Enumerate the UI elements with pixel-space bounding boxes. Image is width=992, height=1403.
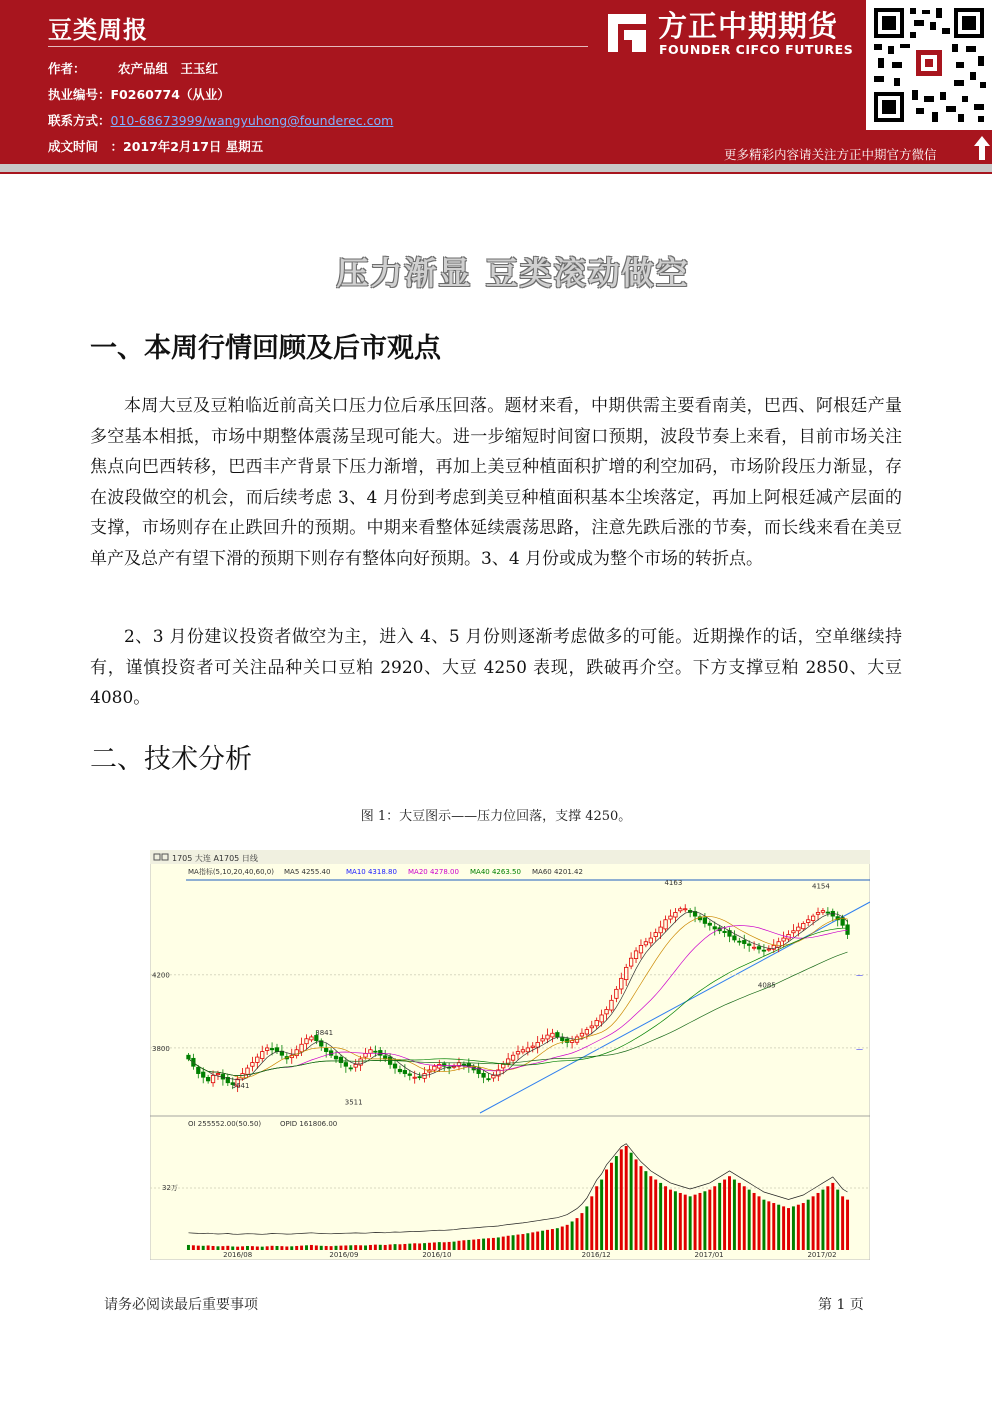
volume-bar (703, 1191, 706, 1250)
candle-body (708, 923, 711, 925)
candle-body (531, 1046, 534, 1047)
volume-bar (708, 1190, 711, 1250)
volume-bar (389, 1244, 392, 1250)
volume-bar (261, 1247, 264, 1250)
volume-bar (418, 1243, 421, 1250)
candle-body (595, 1020, 598, 1025)
soybean-daily-chart (150, 850, 870, 1260)
volume-bar (753, 1193, 756, 1250)
candle-body (546, 1035, 549, 1039)
volume-bar (423, 1243, 426, 1250)
volume-bar (349, 1245, 352, 1250)
volume-bar (310, 1245, 313, 1250)
candle-body (349, 1068, 352, 1069)
volume-bar (256, 1246, 259, 1250)
contact-link[interactable]: 010-68673999/wangyuhong@founderec.com (110, 113, 394, 128)
volume-bar (216, 1246, 219, 1250)
candle-body (684, 909, 687, 910)
volume-bar (462, 1240, 465, 1250)
candle-body (816, 912, 819, 914)
candle-body (846, 925, 849, 935)
x-tick-label: 2017/02 (807, 1251, 837, 1259)
indicator-legend-item: OPID 161806.00 (280, 1120, 338, 1128)
x-tick-label: 2016/09 (329, 1251, 359, 1259)
price-tick-label: 3800 (152, 1044, 170, 1053)
volume-bar (654, 1180, 657, 1250)
candle-body (398, 1069, 401, 1071)
section-heading-technical: 二、技术分析 (90, 744, 252, 775)
candle-body (762, 950, 765, 951)
volume-bar (620, 1149, 623, 1250)
candle-body (369, 1050, 372, 1053)
volume-bar (285, 1246, 288, 1250)
candle-body (580, 1033, 583, 1036)
paragraph-strategy: 2、3 月份建议投资者做空为主，进入 4、5 月份则逐渐考虑做多的可能。近期操作的话，空单继续持有，谨慎投资者可关注品种关口豆粕 2920、大豆 4250 表现，跌破再介空。下方支撑豆粕 2850、大豆 4080。 (90, 627, 902, 709)
candle-body (206, 1077, 209, 1080)
volume-bar (590, 1196, 593, 1250)
header-divider (48, 46, 588, 47)
volume-bar (251, 1246, 254, 1250)
indicator-legend-item: OI 255552.00(50.50) (188, 1120, 262, 1128)
volume-bar (212, 1246, 215, 1250)
license-label: 执业编号： (48, 87, 111, 102)
volume-bar (438, 1242, 441, 1250)
volume-bar (748, 1190, 751, 1250)
candle-body (565, 1039, 568, 1042)
volume-bar (271, 1246, 274, 1250)
ma-legend-item: MA5 4255.40 (284, 868, 331, 876)
volume-bar (246, 1246, 249, 1250)
volume-bar (797, 1205, 800, 1250)
ma-legend-item: MA10 4318.80 (346, 868, 397, 876)
volume-bar (369, 1245, 372, 1250)
volume-bar (526, 1233, 529, 1250)
brand-name-cn: 方正中期期货 (658, 9, 839, 43)
volume-bar (674, 1191, 677, 1250)
candle-body (443, 1064, 446, 1067)
candle-body (752, 947, 755, 948)
candle-body (654, 933, 657, 937)
volume-bar (443, 1242, 446, 1250)
candle-body (644, 942, 647, 945)
volume-bar (812, 1196, 815, 1250)
chart-background (150, 850, 870, 1260)
candle-body (261, 1052, 264, 1059)
candle-body (403, 1070, 406, 1073)
author-label: 作者： (48, 61, 86, 76)
candle-body (806, 920, 809, 923)
candle-body (561, 1038, 564, 1041)
volume-bar (280, 1246, 283, 1250)
candle-body (674, 912, 677, 917)
candle-body (462, 1064, 465, 1065)
license-value: F0260774（从业） (110, 87, 230, 102)
volume-bar (320, 1246, 323, 1250)
candle-body (354, 1064, 357, 1067)
volume-bar (202, 1246, 205, 1250)
volume-bar (517, 1235, 520, 1250)
volume-bar (546, 1230, 549, 1250)
volume-bar (295, 1246, 298, 1250)
candle-body (433, 1066, 436, 1070)
volume-bar (467, 1240, 470, 1250)
volume-bar (344, 1245, 347, 1250)
volume-bar (403, 1244, 406, 1250)
x-tick-label: 2016/08 (223, 1251, 253, 1259)
candle-body (639, 945, 642, 953)
volume-bar (762, 1200, 765, 1250)
volume-bar (595, 1186, 598, 1250)
volume-bar (197, 1246, 200, 1250)
candle-body (782, 938, 785, 941)
candle-body (811, 916, 814, 920)
candle-body (374, 1051, 377, 1052)
candle-body (664, 920, 667, 929)
volume-bar (408, 1244, 411, 1250)
volume-bar (831, 1183, 834, 1250)
volume-bar (625, 1146, 628, 1250)
volume-bar (335, 1246, 338, 1250)
candle-body (797, 927, 800, 931)
candle-body (216, 1074, 219, 1075)
volume-bar (448, 1242, 451, 1250)
volume-bar (679, 1193, 682, 1250)
volume-bar (699, 1193, 702, 1250)
volume-bar (787, 1208, 790, 1250)
candle-body (634, 951, 637, 959)
candle-body (679, 909, 682, 911)
date-label: 成文时间 ： (48, 139, 124, 154)
volume-bar (556, 1228, 559, 1250)
volume-bar (492, 1238, 495, 1250)
section-heading-market-review: 一、本周行情回顾及后市观点 (90, 333, 441, 364)
price-annotation: 4085 (757, 981, 776, 990)
candle-body (339, 1057, 342, 1062)
report-type-label: 豆类周报 (48, 16, 148, 44)
volume-bar (315, 1245, 318, 1250)
volume-bar (482, 1239, 485, 1250)
candle-body (610, 1000, 613, 1010)
volume-bar (585, 1206, 588, 1250)
volume-bar (241, 1246, 244, 1250)
footer-page-number: 第 1 页 (818, 1297, 864, 1313)
volume-bar (802, 1203, 805, 1250)
volume-bar (266, 1246, 269, 1250)
volume-bar (615, 1156, 618, 1250)
author-value: 农产品组 王玉红 (118, 61, 219, 76)
report-header (0, 0, 992, 164)
volume-bar (738, 1183, 741, 1250)
candle-body (738, 941, 741, 942)
volume-bar (659, 1183, 662, 1250)
volume-bar (231, 1246, 234, 1250)
candle-body (211, 1075, 214, 1082)
candle-body (502, 1064, 505, 1067)
arrow-up-icon (972, 134, 992, 162)
candle-body (703, 918, 706, 923)
volume-bar (502, 1237, 505, 1250)
header-strip-accent (0, 172, 992, 174)
volume-bar (561, 1227, 564, 1250)
volume-bar (580, 1213, 583, 1250)
candle-body (624, 967, 627, 979)
candle-body (329, 1051, 332, 1055)
candle-body (413, 1077, 416, 1078)
x-tick-label: 2017/01 (694, 1251, 724, 1259)
x-tick-label: 2016/12 (581, 1251, 611, 1259)
candle-body (536, 1042, 539, 1047)
price-tick-marker: — (856, 1044, 863, 1053)
candle-body (826, 912, 829, 913)
volume-bar (713, 1186, 716, 1250)
paragraph-market-view: 本周大豆及豆粕临近前高关口压力位后承压回落。题材来看，中期供需主要看南美，巴西、阿根廷产量多空基本相抵，市场中期整体震荡呈现可能大。进一步缩短时间窗口预期，波段节奏上来看，目前市场关注焦点向巴西转移，巴西丰产背景下压力渐增，再加上美豆种植面积扩增的利空加码，市场阶段压力渐显，存在波段做空的机会，而后续考虑 3、4 月份到考虑到美豆种植面积基本尘埃落定，再加上阿根廷减产层面的支撑，市场则存在止跌回升的预期。中期来看整体延续震荡思路，注意先跌后涨的节奏，而长线来看在美豆单产及总产有望下滑的预期下则存有整体向好预期。3、4 月份或成为整个市场的转折点。 (90, 396, 902, 569)
volume-bar (728, 1176, 731, 1250)
volume-bar (610, 1163, 613, 1250)
candle-body (393, 1064, 396, 1068)
candle-body (620, 978, 623, 989)
candle-body (757, 947, 760, 949)
price-tick-marker: — (856, 971, 863, 980)
volume-bar (512, 1235, 515, 1250)
license-row (48, 85, 230, 103)
candle-body (275, 1048, 278, 1052)
volume-bar (649, 1176, 652, 1250)
volume-bar (743, 1186, 746, 1250)
candle-body (246, 1068, 249, 1074)
volume-bar (551, 1229, 554, 1250)
candle-body (300, 1044, 303, 1052)
candle-body (423, 1074, 426, 1079)
volume-bar (807, 1200, 810, 1250)
volume-bar (669, 1190, 672, 1250)
volume-bar (777, 1205, 780, 1250)
volume-bar (694, 1195, 697, 1250)
candle-body (310, 1037, 313, 1040)
brand-name-en: FOUNDER CIFCO FUTURES (659, 42, 854, 57)
volume-bar (767, 1201, 770, 1250)
candle-body (187, 1055, 190, 1059)
candle-body (487, 1079, 490, 1080)
candle-body (792, 931, 795, 933)
volume-bar (644, 1171, 647, 1250)
candle-body (841, 918, 844, 926)
volume-bar (472, 1240, 475, 1250)
candle-body (615, 989, 618, 998)
candle-body (383, 1056, 386, 1059)
volume-bar (605, 1169, 608, 1250)
volume-bar (339, 1246, 342, 1250)
price-annotation: 3641 (231, 1082, 250, 1091)
volume-bar (718, 1183, 721, 1250)
volume-bar (635, 1159, 638, 1250)
volume-bar (497, 1237, 500, 1250)
volume-bar (305, 1245, 308, 1250)
candle-body (713, 927, 716, 929)
x-tick-label: 2016/10 (422, 1251, 452, 1259)
candle-body (270, 1048, 273, 1049)
volume-bar (836, 1190, 839, 1250)
volume-bar (566, 1225, 569, 1250)
volume-bar (817, 1193, 820, 1250)
price-annotation: 4163 (664, 878, 683, 887)
volume-bar (394, 1244, 397, 1250)
volume-bar (758, 1196, 761, 1250)
candle-body (482, 1073, 485, 1077)
volume-bar (379, 1245, 382, 1250)
volume-bar (300, 1246, 303, 1250)
candle-body (723, 931, 726, 932)
volume-bar (236, 1247, 239, 1250)
volume-bar (792, 1206, 795, 1250)
ma-legend-item: MA20 4278.00 (408, 868, 459, 876)
candle-body (251, 1063, 254, 1067)
volume-bar (325, 1246, 328, 1250)
candle-body (334, 1056, 337, 1059)
candle-body (344, 1063, 347, 1067)
volume-bar (364, 1245, 367, 1250)
chart-titlebar (150, 850, 870, 864)
volume-bar (428, 1243, 431, 1250)
candle-body (649, 938, 652, 943)
volume-bar (689, 1196, 692, 1250)
volume-bar (772, 1203, 775, 1250)
report-title: 压力渐显 豆类滚动做空 (336, 254, 690, 292)
volume-bar (477, 1239, 480, 1250)
volume-bar (458, 1241, 461, 1250)
figure-caption: 图 1：大豆图示——压力位回落，支撑 4250。 (360, 809, 632, 824)
volume-bar (290, 1246, 293, 1250)
price-annotation: 3841 (315, 1029, 334, 1038)
volume-bar (600, 1180, 603, 1250)
volume-bar (453, 1242, 456, 1250)
founder-logo-icon (604, 10, 650, 56)
candle-body (197, 1067, 200, 1073)
candle-body (492, 1075, 495, 1078)
volume-bar (733, 1180, 736, 1250)
candle-body (418, 1077, 421, 1078)
volume-bar (354, 1245, 357, 1250)
volume-bar (398, 1244, 401, 1250)
volume-bar (846, 1200, 849, 1250)
author-row (48, 59, 218, 77)
candle-body (556, 1033, 559, 1037)
candle-body (659, 927, 662, 933)
volume-bar (187, 1245, 190, 1250)
candle-body (767, 949, 770, 950)
volume-bar (374, 1245, 377, 1250)
candle-body (256, 1057, 259, 1062)
candle-body (526, 1048, 529, 1052)
date-row (48, 137, 263, 155)
volume-bar (576, 1218, 579, 1250)
volume-bar (221, 1246, 224, 1250)
candle-body (733, 936, 736, 940)
volume-bar (782, 1206, 785, 1250)
volume-bar (821, 1190, 824, 1250)
candle-body (743, 940, 746, 943)
volume-bar (684, 1195, 687, 1250)
candle-body (629, 958, 632, 966)
chart-title: 1705 大连 A1705 日线 (172, 854, 258, 863)
candle-body (600, 1015, 603, 1022)
candle-body (669, 916, 672, 919)
candle-body (521, 1050, 524, 1052)
volume-tick-label: 32万 (162, 1184, 178, 1192)
volume-bar (826, 1186, 829, 1250)
candle-body (605, 1009, 608, 1013)
volume-bar (487, 1238, 490, 1250)
volume-bar (536, 1232, 539, 1250)
volume-bar (507, 1236, 510, 1250)
volume-bar (276, 1246, 279, 1250)
candle-body (821, 911, 824, 913)
candle-body (551, 1033, 554, 1037)
price-tick-label: 4200 (152, 971, 170, 980)
volume-bar (531, 1232, 534, 1250)
candle-body (590, 1026, 593, 1028)
footer-disclaimer: 请务必阅读最后重要事项 (104, 1297, 258, 1313)
volume-bar (330, 1246, 333, 1250)
price-annotation: 4154 (812, 882, 830, 891)
candle-body (516, 1052, 519, 1054)
volume-bar (571, 1221, 574, 1250)
volume-bar (192, 1245, 195, 1250)
header-strip (0, 164, 992, 172)
ma-legend-item: MA40 4263.50 (470, 868, 521, 876)
contact-label: 联系方式： (48, 113, 111, 128)
follow-wechat-text: 更多精彩内容请关注方正中期官方微信 (724, 147, 937, 162)
volume-bar (664, 1186, 667, 1250)
volume-bar (639, 1166, 642, 1250)
candle-body (408, 1074, 411, 1075)
candle-body (511, 1055, 514, 1060)
price-annotation: 3511 (344, 1098, 363, 1107)
candle-body (324, 1048, 327, 1052)
ma-legend-item: MA60 4201.42 (532, 868, 583, 876)
volume-bar (433, 1242, 436, 1250)
candle-body (364, 1053, 367, 1057)
volume-bar (723, 1180, 726, 1250)
volume-bar (413, 1243, 416, 1250)
candle-body (265, 1048, 268, 1051)
volume-bar (207, 1245, 210, 1250)
candle-body (802, 923, 805, 928)
volume-bar (521, 1234, 524, 1250)
candle-body (747, 944, 750, 945)
candle-body (541, 1039, 544, 1041)
volume-bar (841, 1196, 844, 1250)
candle-body (772, 945, 775, 949)
candle-body (305, 1039, 308, 1044)
ma-legend-item: MA指标(5,10,20,40,60,0) (188, 868, 274, 876)
volume-bar (226, 1246, 229, 1250)
date-value: 2017年2月17日 星期五 (123, 139, 264, 154)
wechat-qr-code[interactable] (866, 0, 992, 130)
volume-bar (359, 1245, 362, 1250)
candle-body (438, 1064, 441, 1068)
volume-bar (630, 1153, 633, 1250)
candle-body (201, 1072, 204, 1077)
candle-body (585, 1030, 588, 1034)
volume-bar (384, 1245, 387, 1250)
contact-row (48, 111, 393, 129)
volume-bar (541, 1231, 544, 1250)
